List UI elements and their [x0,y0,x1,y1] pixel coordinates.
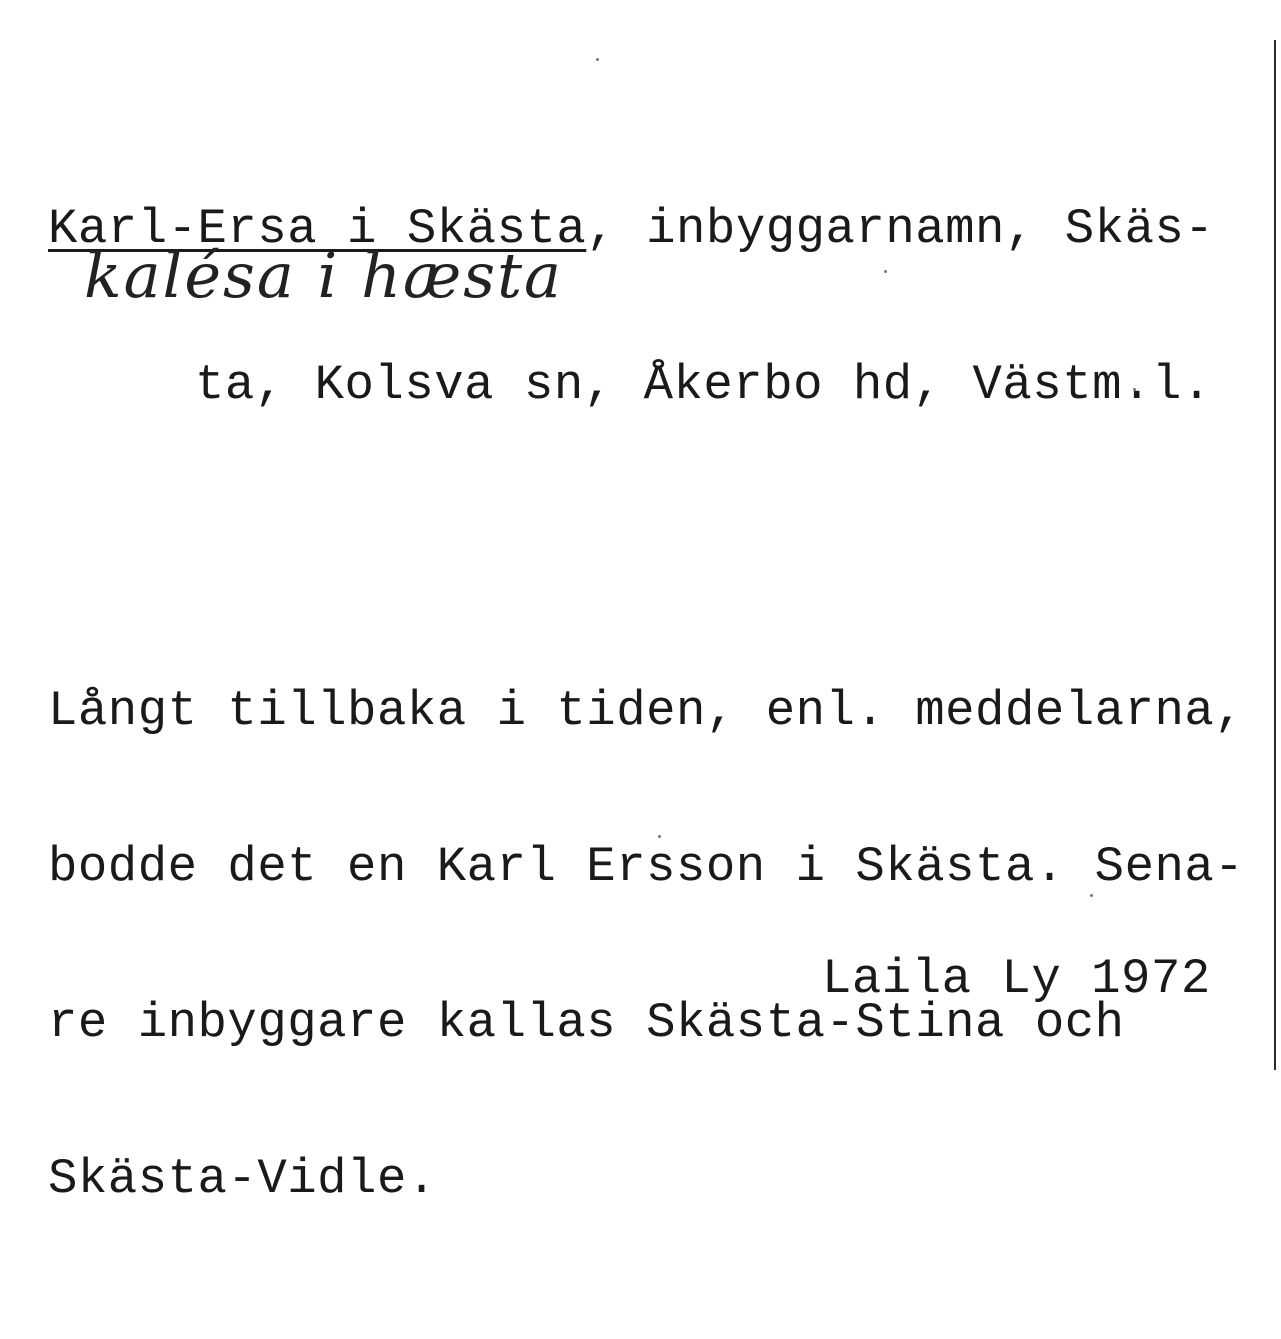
body-line: bodde det en Karl Ersson i Skästa. Sena- [48,839,1245,895]
card-body [48,581,1248,1309]
card-edge-line [1274,40,1276,1070]
heading-line-2: ta, Kolsva sn, Åkerbo hd, Västm.l. [195,357,1212,413]
paper-speck [596,58,599,61]
signature: Laila Ly 1972 [822,951,1211,1007]
body-line: Långt tillbaka i tiden, enl. meddelarna, [48,683,1245,739]
headword: Karl-Ersa i Skästa [48,201,587,257]
handwritten-pronunciation: kalésa i hæsta [84,239,563,312]
heading-description: , inbyggarnamn, Skäs- [586,201,1215,257]
body-line: Skästa-Vidle. [48,1151,437,1207]
body-line: re inbyggare kallas Skästa-Stina och [48,995,1125,1051]
